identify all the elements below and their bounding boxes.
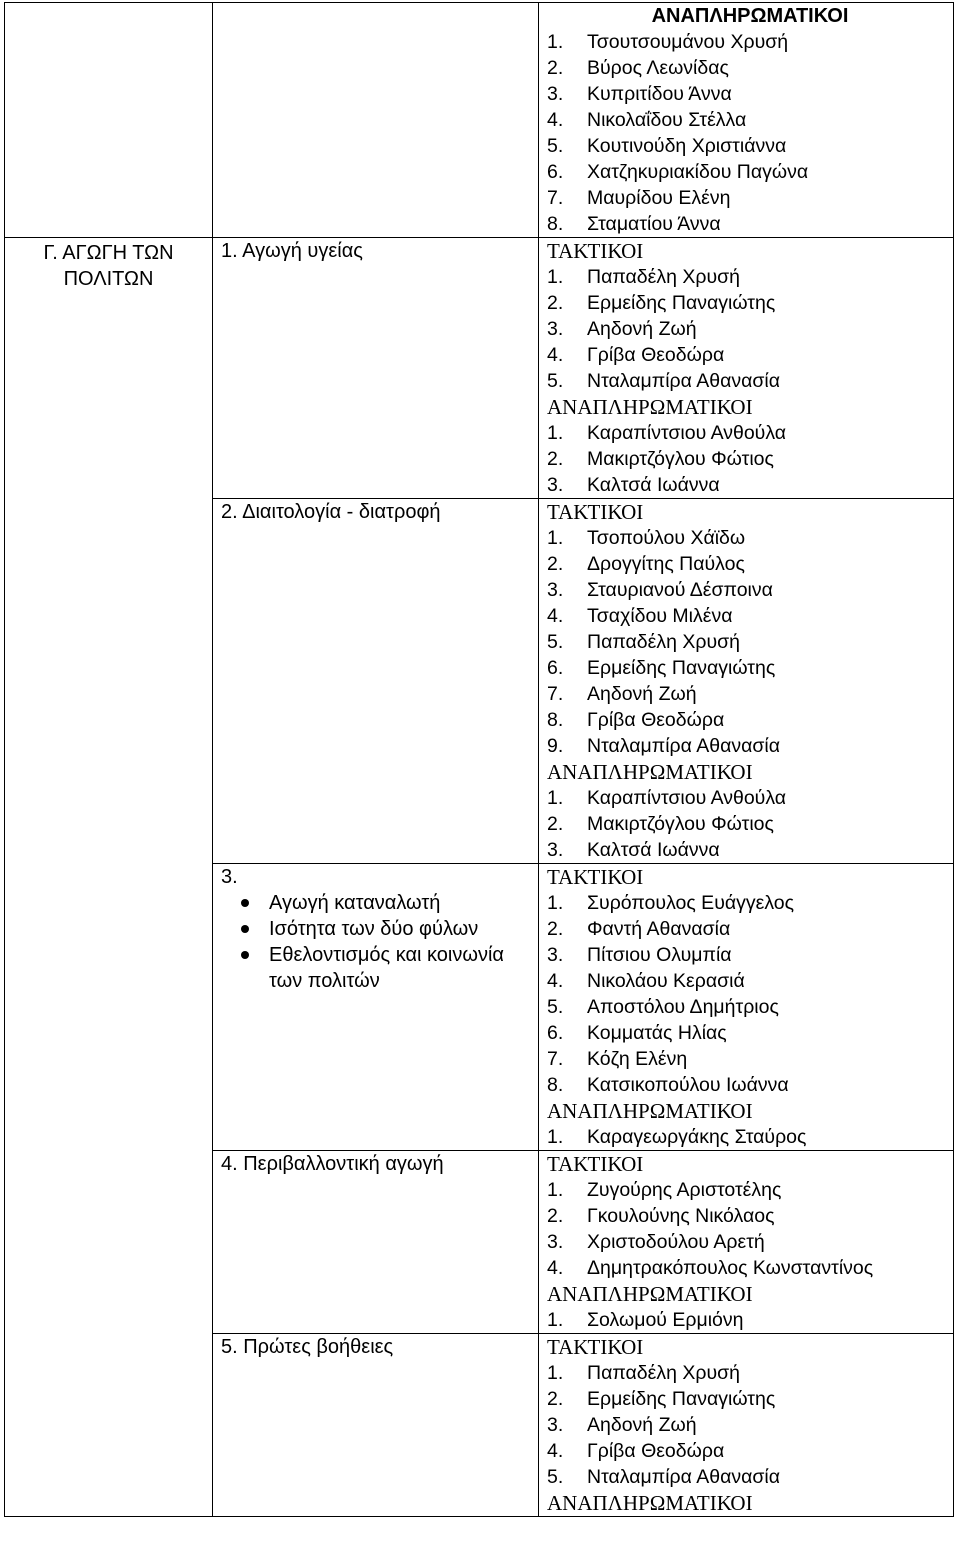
members-cell xyxy=(539,864,954,1151)
item-number: 4. xyxy=(547,1257,564,1279)
taktikoi-header: ΤΑΚΤΙΚΟΙ xyxy=(547,1152,644,1176)
bullet-item xyxy=(221,890,538,916)
list-item xyxy=(547,994,953,1020)
anapl-header: ΑΝΑΠΛΗΡΩΜΑΤΙΚΟΙ xyxy=(651,5,849,27)
member-list xyxy=(547,1360,953,1490)
section-title: 5. Πρώτες βοήθειες xyxy=(221,1336,394,1358)
list-item xyxy=(547,185,953,211)
member-name: Σταματίου Άννα xyxy=(587,213,721,235)
anapl-header: ΑΝΑΠΛΗΡΩΜΑΤΙΚΟΙ xyxy=(547,1099,753,1123)
item-number: 5. xyxy=(547,1466,564,1488)
bullet-icon xyxy=(221,890,269,907)
member-name: Νταλαμπίρα Αθανασία xyxy=(587,370,781,392)
member-name: Πίτσιου Ολυμπία xyxy=(587,944,732,966)
item-number: 4. xyxy=(547,1440,564,1462)
member-name: Κυπριτίδου Άννα xyxy=(587,83,732,105)
taktikoi-header: ΤΑΚΤΙΚΟΙ xyxy=(547,239,644,263)
bullet-item xyxy=(221,942,538,994)
member-name: Νταλαμπίρα Αθανασία xyxy=(587,735,781,757)
item-number: 6. xyxy=(547,657,564,679)
item-number: 8. xyxy=(547,213,564,235)
item-number: 3. xyxy=(547,1414,564,1436)
member-name: Παπαδέλη Χρυσή xyxy=(587,266,741,288)
section-title-cell xyxy=(213,238,539,499)
member-name: Νικολαΐδου Στέλλα xyxy=(587,109,747,131)
item-number: 2. xyxy=(547,1205,564,1227)
section-title: 2. Διαιτολογία - διατροφή xyxy=(221,501,441,523)
item-number: 5. xyxy=(547,370,564,392)
section-title: 1. Αγωγή υγείας xyxy=(221,240,363,262)
member-name: Γκουλούνης Νικόλαος xyxy=(587,1205,775,1227)
category-cell-empty xyxy=(5,3,213,238)
member-list xyxy=(547,1177,953,1281)
member-name: Μακιρτζόγλου Φώτιος xyxy=(587,448,774,470)
list-item xyxy=(547,603,953,629)
item-number: 2. xyxy=(547,553,564,575)
list-item xyxy=(547,942,953,968)
list-item xyxy=(547,733,953,759)
item-number: 4. xyxy=(547,344,564,366)
item-number: 1. xyxy=(547,787,564,809)
list-item xyxy=(547,837,953,863)
item-number: 3. xyxy=(547,839,564,861)
member-name: Νταλαμπίρα Αθανασία xyxy=(587,1466,781,1488)
item-number: 6. xyxy=(547,161,564,183)
member-name: Σολωμού Ερμιόνη xyxy=(587,1309,744,1331)
item-number: 2. xyxy=(547,448,564,470)
member-list xyxy=(547,29,953,237)
list-item xyxy=(547,420,953,446)
member-name: Χατζηκυριακίδου Παγώνα xyxy=(587,161,809,183)
item-number: 1. xyxy=(547,1362,564,1384)
member-name: Καραπίντσιου Ανθούλα xyxy=(587,787,787,809)
list-item xyxy=(547,1229,953,1255)
list-item xyxy=(547,1307,953,1333)
member-name: Παπαδέλη Χρυσή xyxy=(587,631,741,653)
item-number: 3. xyxy=(547,474,564,496)
member-name: Κουτινούδη Χριστιάννα xyxy=(587,135,787,157)
member-name: Δρογγίτης Παύλος xyxy=(587,553,745,575)
section-title-cell xyxy=(213,1151,539,1334)
anapl-header: ΑΝΑΠΛΗΡΩΜΑΤΙΚΟΙ xyxy=(547,1491,753,1515)
item-number: 1. xyxy=(547,1179,564,1201)
members-cell xyxy=(539,1151,954,1334)
item-number: 1. xyxy=(547,892,564,914)
list-item xyxy=(547,1464,953,1490)
member-list xyxy=(547,420,953,498)
member-name: Αηδονή Ζωή xyxy=(587,683,697,705)
members-cell xyxy=(539,238,954,499)
item-number: 2. xyxy=(547,292,564,314)
member-name: Κόζη Ελένη xyxy=(587,1048,688,1070)
list-item xyxy=(547,1203,953,1229)
section-title: 3. xyxy=(221,866,238,888)
list-item xyxy=(547,211,953,237)
member-list xyxy=(547,890,953,1098)
list-item xyxy=(547,681,953,707)
list-item xyxy=(547,1072,953,1098)
list-item xyxy=(547,1177,953,1203)
anapl-header: ΑΝΑΠΛΗΡΩΜΑΤΙΚΟΙ xyxy=(547,1282,753,1306)
item-number: 1. xyxy=(547,1126,564,1148)
list-item xyxy=(547,1020,953,1046)
item-number: 3. xyxy=(547,579,564,601)
item-number: 5. xyxy=(547,996,564,1018)
item-number: 6. xyxy=(547,1022,564,1044)
list-item xyxy=(547,811,953,837)
list-item xyxy=(547,1386,953,1412)
member-name: Καραγεωργάκης Σταύρος xyxy=(587,1126,807,1148)
list-item xyxy=(547,1255,953,1281)
list-item xyxy=(547,316,953,342)
list-item xyxy=(547,368,953,394)
taktikoi-header: ΤΑΚΤΙΚΟΙ xyxy=(547,1335,644,1359)
member-name: Σταυριανού Δέσποινα xyxy=(587,579,773,601)
list-item xyxy=(547,1046,953,1072)
bullet-text: Αγωγή καταναλωτή xyxy=(269,892,441,914)
list-item xyxy=(547,1438,953,1464)
item-number: 1. xyxy=(547,527,564,549)
list-item xyxy=(547,446,953,472)
member-name: Ερμείδης Παναγιώτης xyxy=(587,292,776,314)
item-number: 1. xyxy=(547,31,564,53)
item-number: 7. xyxy=(547,683,564,705)
member-name: Ζυγούρης Αριστοτέλης xyxy=(587,1179,782,1201)
item-number: 4. xyxy=(547,970,564,992)
list-item xyxy=(547,525,953,551)
member-name: Αηδονή Ζωή xyxy=(587,318,697,340)
member-list xyxy=(547,264,953,394)
taktikoi-header: ΤΑΚΤΙΚΟΙ xyxy=(547,500,644,524)
item-number: 2. xyxy=(547,1388,564,1410)
member-name: Ερμείδης Παναγιώτης xyxy=(587,1388,776,1410)
members-cell xyxy=(539,499,954,864)
item-number: 4. xyxy=(547,605,564,627)
item-number: 9. xyxy=(547,735,564,757)
list-item xyxy=(547,577,953,603)
item-number: 3. xyxy=(547,1231,564,1253)
member-name: Φαντή Αθανασία xyxy=(587,918,731,940)
list-item xyxy=(547,916,953,942)
member-name: Συρόπουλος Ευάγγελος xyxy=(587,892,795,914)
list-item xyxy=(547,629,953,655)
table-row xyxy=(5,3,954,238)
list-item xyxy=(547,1412,953,1438)
list-item xyxy=(547,785,953,811)
anapl-header: ΑΝΑΠΛΗΡΩΜΑΤΙΚΟΙ xyxy=(547,760,753,784)
member-name: Γρίβα Θεοδώρα xyxy=(587,709,725,731)
member-name: Μακιρτζόγλου Φώτιος xyxy=(587,813,774,835)
taktikoi-header: ΤΑΚΤΙΚΟΙ xyxy=(547,865,644,889)
member-list xyxy=(547,1307,953,1333)
item-number: 3. xyxy=(547,318,564,340)
item-number: 1. xyxy=(547,1309,564,1331)
bullet-icon xyxy=(221,916,269,933)
list-item xyxy=(547,159,953,185)
list-item xyxy=(547,81,953,107)
member-name: Καλτσά Ιωάννα xyxy=(587,474,720,496)
member-name: Κομματάς Ηλίας xyxy=(587,1022,727,1044)
assignments-table xyxy=(4,2,954,1517)
section-title-cell xyxy=(213,864,539,1151)
item-number: 8. xyxy=(547,709,564,731)
list-item xyxy=(547,107,953,133)
section-title-cell xyxy=(213,499,539,864)
item-number: 5. xyxy=(547,135,564,157)
members-cell xyxy=(539,1334,954,1517)
item-number: 5. xyxy=(547,631,564,653)
item-number: 7. xyxy=(547,1048,564,1070)
item-number: 4. xyxy=(547,109,564,131)
list-item xyxy=(547,472,953,498)
list-item xyxy=(547,1360,953,1386)
list-item xyxy=(547,707,953,733)
member-name: Γρίβα Θεοδώρα xyxy=(587,344,725,366)
list-item xyxy=(547,55,953,81)
member-name: Δημητρακόπουλος Κωνσταντίνος xyxy=(587,1257,874,1279)
bullet-text: Εθελοντισμός και κοινωνία των πολιτών xyxy=(269,944,504,992)
member-name: Χριστοδούλου Αρετή xyxy=(587,1231,765,1253)
member-list xyxy=(547,1124,953,1150)
list-item xyxy=(547,551,953,577)
list-item xyxy=(547,890,953,916)
member-name: Καραπίντσιου Ανθούλα xyxy=(587,422,787,444)
item-number: 8. xyxy=(547,1074,564,1096)
member-name: Γρίβα Θεοδώρα xyxy=(587,1440,725,1462)
member-name: Τσαχίδου Μιλένα xyxy=(587,605,733,627)
bullet-text: Ισότητα των δύο φύλων xyxy=(269,918,479,940)
member-name: Νικολάου Κερασιά xyxy=(587,970,745,992)
item-number: 2. xyxy=(547,57,564,79)
section-title: 4. Περιβαλλοντική αγωγή xyxy=(221,1153,444,1175)
member-name: Ερμείδης Παναγιώτης xyxy=(587,657,776,679)
item-number: 7. xyxy=(547,187,564,209)
list-item xyxy=(547,968,953,994)
list-item xyxy=(547,1124,953,1150)
member-name: Μαυρίδου Ελένη xyxy=(587,187,731,209)
member-name: Κατσικοπούλου Ιωάννα xyxy=(587,1074,789,1096)
member-name: Παπαδέλη Χρυσή xyxy=(587,1362,741,1384)
member-name: Αηδονή Ζωή xyxy=(587,1414,697,1436)
member-name: Καλτσά Ιωάννα xyxy=(587,839,720,861)
list-item xyxy=(547,29,953,55)
item-number: 2. xyxy=(547,813,564,835)
top-members-cell xyxy=(539,3,954,238)
member-name: Βύρος Λεωνίδας xyxy=(587,57,729,79)
list-item xyxy=(547,655,953,681)
member-name: Αποστόλου Δημήτριος xyxy=(587,996,779,1018)
item-number: 1. xyxy=(547,266,564,288)
list-item xyxy=(547,133,953,159)
category-cell xyxy=(5,238,213,1517)
item-number: 3. xyxy=(547,83,564,105)
bullet-icon xyxy=(221,942,269,959)
list-item xyxy=(547,264,953,290)
section-title-cell xyxy=(213,1334,539,1517)
anapl-header: ΑΝΑΠΛΗΡΩΜΑΤΙΚΟΙ xyxy=(547,395,753,419)
member-list xyxy=(547,525,953,759)
category-title: Γ. ΑΓΩΓΗ ΤΩΝ ΠΟΛΙΤΩΝ xyxy=(43,242,174,290)
member-name: Τσουτσουμάνου Χρυσή xyxy=(587,31,789,53)
item-number: 2. xyxy=(547,918,564,940)
item-number: 3. xyxy=(547,944,564,966)
member-list xyxy=(547,785,953,863)
table-row xyxy=(5,238,954,499)
member-name: Τσοπούλου Χάϊδω xyxy=(587,527,746,549)
list-item xyxy=(547,342,953,368)
item-number: 1. xyxy=(547,422,564,444)
bullet-item xyxy=(221,916,538,942)
bullet-list xyxy=(221,890,538,994)
section-cell-empty xyxy=(213,3,539,238)
list-item xyxy=(547,290,953,316)
